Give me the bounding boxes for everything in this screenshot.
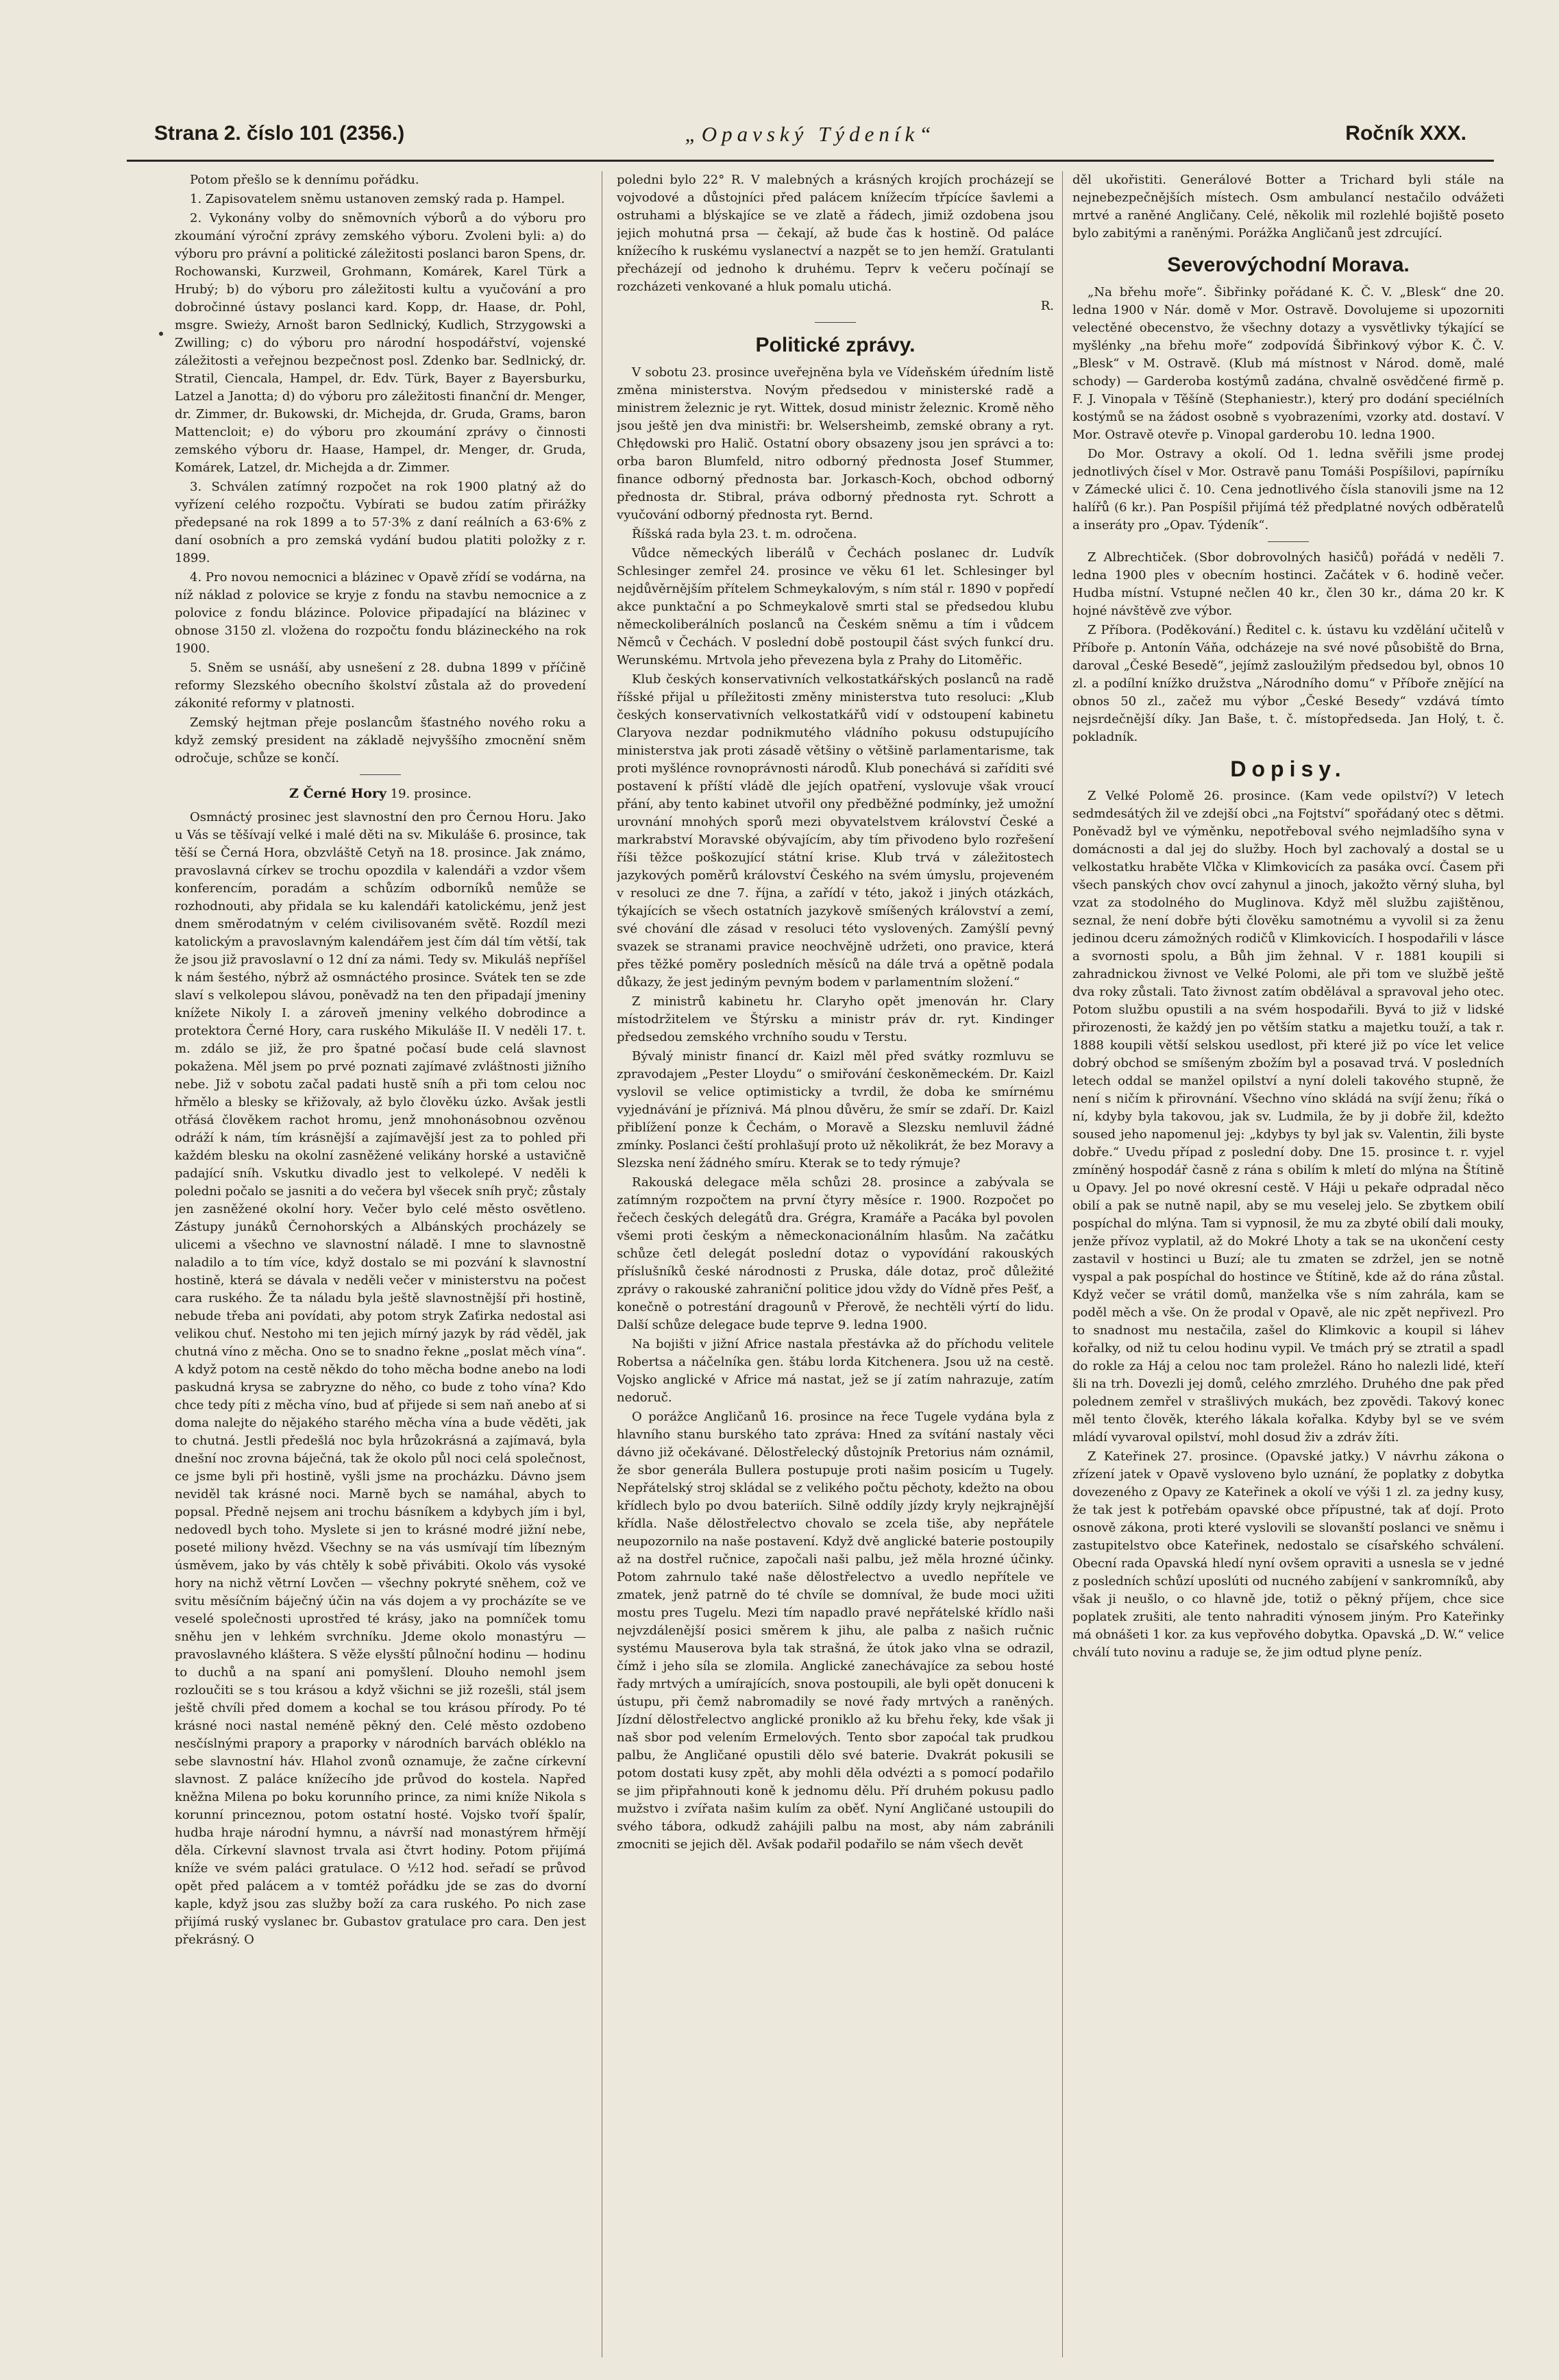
paragraph: V sobotu 23. prosince uveřejněna byla ve Vídeňském úředním listě změna ministerstva. Novým předsedou v ministerské radě a ministrem železnic je ryt. Wittek, dosud ministr železnic. Kromě něho jsou ještě jen dva ministři: br. Welsersheimb, zemské obrany a ryt. Chłędowski pro Halič. Ostatní obory obsazeny jsou jen správci a to: orba baron Blumfeld, nitro odborný přednosta Josef Stummer, finance odborný přednosta bar. Jorkasch-Koch, obchod odborný přednosta dr. Stibral, práva odborný přednosta ryt. Schrott a vyučování odborný přednosta ryt. Bernd. [617,365,1054,522]
paragraph: děl ukořistiti. Generálové Botter a Trichard byli stále na nejnebezpečnějších místech. Osm ambulancí nestačilo odvážeti mrtvé a raněné Angličany. Celé, několik mil rozlehlé bojiště posetо bylo zabitými a raněnými. Porážka Angličanů jest zdrcující. [1072,173,1504,241]
section-divider [815,322,856,323]
section-headline: Dopisy. [1230,757,1347,781]
paragraph: 2. Vykonány volby do sněmovních výborů a do výboru pro zkoumání výroční zprávy zemského výboru. Zvoleni byli: a) do výboru pro právní a politické záležitosti poslanci baron Spens, dr. Rochowanski, Kurzweil, Grohmann, Komárek, Karel Türk a Hrubý; b) do výboru pro záležitosti kultu a vyučování a pro dobročinné ústavy poslanci kard. Kopp, dr. Haase, dr. Pohl, msgre. Swieży, Arnošt baron Sedlnický, Kudlich, Strzygowski a Zwilling; c) do výboru pro národní hospodářství, vojenské záležitosti a veřejnou bezpečnost posl. Zdenko bar. Sedlnický, dr. Stratil, Ciencala, Hampel, dr. Edv. Türk, Bayer z Bayersburku, Latzel a Janotta; d) do výboru pro záležitosti finanční dr. Menger, dr. Zimmer, dr. Bukowski, dr. Michejda, dr. Gruda, Grams, baron Mattencloit; e) do výboru pro zkoumání zprávy o činnosti zemského výboru dr. Haase, Hampel, dr. Menger, dr. Gruda, Komárek, Latzel, dr. Michejda a dr. Zimmer. [175,211,586,475]
paragraph: Z Velké Polomě 26. prosince. (Kam vede opilství?) V letech sedmdesátých žil ve zdejší obci „na Fojtství“ spořádaný otec s dětmi. Poněvadž byl ve výměnku, nepotřeboval svého nejmladšího syna v domácnosti a dal jej do služby. Hoch byl zachovalý a dostal se u velkostatku hraběte Vlčka v Klimkovicích za pasáka ovcí. Časem při všech panských chov ovcí zahynul a jinoch, jakožto věrný sluha, byl vzat za stodolného do Muglinova. Když měl službu zajištěnou, seznal, že není dobře býti člověku samotnému a vyvolil si za ženu jedinou dceru zámožných rodičů v Klimkovicích. I hospodařili v lásce a svornosti spolu, a Bůh jim žehnal. V r. 1881 koupili si zahradnickou živnost ve Velké Polomi, ale při tom ve službě ještě dva roky zůstali. Tato živnost zatím obdělával a spravoval jeho otec. Potom službu opustili a na svém hospodařili. Byvá to již v lidské přirozenosti, že každý jen po větším statku a majetku touží, a tak r. 1888 koupili větší selskou usedlost, při které již po více let velice dobrý obchod se smíšeným zbožím byl a posavad trvá. V posledních letech oddal se manžel opilství a nyní doleli takového stupně, že není s ničím k přirovnání. Všechno víno skládá na svíjí ženu; říká o ní, kdyby byla takovou, jak sv. Ludmila, že by ji dobře žil, kdežto soused jeho napomenul jej: „kdybys ty byl jak sv. Valentin, žili byste dobře.“ Uvedu případ z poslední doby. Dne 15. prosince t. r. vyjel zmíněný hospodář časně z rána s obilím k mletí do mlýna na Štítině u Opavy. Jel po nové okresní cestě. V Háji u pekaře odpradal něco obilí a pak se nutně napil, aby se mu veselej jelo. Se zbytkem obilí pospíchal do mlýna. Tam si vypnosil, že mu za zbyté obilí dali mouky, jenže přívoz vyplatil, až do Mokré Lhoty a tak se na ukončení cesty zastavil v hostinci u Buzí; ale tu zmaten se zdržel, jen se notně vyspal a pak pospíchal do hostince ve Štítině, kde až do rána zůstal. Když večer se vrátil domů, manželka vše s ním zahrála, kam se poděl měch a vše. On že prodal v Opavě, ale nic zpět nepřivezl. Pro to snadnost mu nestačila, zašel do Klimkovic a koupil si láhev kořalky, od niž tu celou hodinu vypil. Ve tmách prý se ztratil a spadl do rokle za Háj a celou noc tam proležel. Ráno ho nalezli lidé, kteří šli na trh. Dovezli jej domů, celého zmrzlého. Druhého dne pak před polednem zemřel v strašlivých mukách, bez zpovědi. Takový konec měl tento člověk, kterého lákala kořalka. Kdyby byl se ve svém mládí vyvaroval opilství, mohl dosud živ a zdráv žíti. [1072,789,1504,1445]
paragraph: 3. Schválen zatímný rozpočet na rok 1900 platný až do vyřízení celého rozpočtu. Vybírati se budou zatím přirážky předepsané na rok 1899 a to 57·3% z daní reálních a 63·6% z daní osobních a pro zemská vydání budou platiti položky z r. 1899. [175,480,586,565]
volume-number: Ročník XXX. [1345,122,1466,145]
paragraph: Do Mor. Ostravy a okolí. Od 1. ledna svěřili jsme prodej jednotlivých čísel v Mor. Ostravě panu Tomáši Pospíšilovi, papírníku v Zámecké ulici č. 10. Cena jednotlivého čísla stanovili jsme na 12 halířů (6 kr.). Pan Pospíšil přijímá též předplatné nových odběratelů a inseráty pro „Opav. Týdeník“. [1072,447,1504,532]
dateline [175,785,586,803]
paragraph: Zemský hejtman přeje poslancům šťastného nového roku a když zemský president na základě nejvyššího zmocnění sněm odročuje, schůze se končí. [175,715,586,765]
paragraph: Rakouská delegace měla schůzi 28. prosince a zabývala se zatímným rozpočtem na první čtyry měsíce r. 1900. Rozpočet po řečech českých delegátů dra. Grégra, Kramáře a Pacáka byl povolen všemi proti českým a německonacionálním hlasům. Na začátku schůze četl delegát poslední dotaz o vypovídání rakouských příslušníků české národnosti z Pruska, dále dotaz, proč důležité zprávy o rakouské zahraniční politice jdou vždy do Vídně přes Pešť, a konečně o potrestání dragounů v Přerově, že nechtěli výrtí do lidu. Další schůze delegace bude teprve 9. ledna 1900. [617,1175,1054,1332]
section-headline: Politické zprávy. [755,334,916,356]
paragraph: Z Kateřinek 27. prosince. (Opavské jatky.) V návrhu zákona o zřízení jatek v Opavě vysloveno bylo uznání, že poplatky z dobytka dovezeného z Opavy ze Kateřinek a okolí ve výši 1 zl. za jedny kusy, že tak jest k potřebám opavské obce přípustné, tak ať dojí. Proto osnově zákona, proti které vyslovili se slovanští poslanci ve sněmu i zastupitelstvo obce Kateřinek, nedostalo se císařského schválení. Obecní rada Opavská hledí nyní ovšem opraviti a usnesla se v jedné z posledních schůzí uposlúti od nucného zabíjení v sankromníků, aby však ji neušlo, o co hlavně jde, totiž o pěkný příjem, chce sice poplatek zrušiti, ale tento nahraditi výnosem jiným. Pro Kateřinky má obnášeti 1 kor. za kus vepřového dobytka. Opavská „D. W.“ velice chválí tuto novinu a raduje se, že jim odtud plyne peníz. [1072,1449,1504,1660]
paragraph: Osmnáctý prosinec jest slavnostní den pro Černou Horu. Jako u Vás se těšívají velké i malé děti na sv. Mikuláše 6. prosince, tak těší se Černá Hora, obzvláště Cetyň na 18. prosince. Jak známo, pravoslavná církev se trochu opozdila v kalendáři a vzdor všem konferencím, poradám a schůzím odborníků nemůže se rozhodnouti, aby přidala se ku kalendáři katolickému, jenž jest dnem směrodatným v celém civilisovaném světě. Rozdíl mezi katolickým a pravoslavným kalendářem jest čím dál tím větší, tak že jsou již pravoslavní o 12 dní za námi. Tedy sv. Mikuláš nepříšel k nám šestého, nýbrž až osmnáctého prosince. Svátek ten se zde slaví s velkolepou slávou, poněvadž na ten den připadají jmeniny knížete Nikoly I. a zároveň jmeniny velkého dobrodince a protektora Černé Hory, cara ruského Mikuláše II. V neděli 17. t. m. zdálo se již, že pro špatné počasí bude celá slavnost pokažena. Měl jsem po prvé poznati zajímavé zvláštnosti jižního nebe. Již v sobotu začal padati hustě sníh a při tom celou noc hřmělo a blesky se křižovaly, až bylo člověku úzko. Avšak jestli otřásá člověkem rachot hromu, jenž mnohonásobnou ozvěnou odráží k nám, tím krásnější a zajímavější jest za to pohled při každém blesku na okolní zasněžené velikány horské a ustavičně padající sníh. Vskutku divadlo jest to velkolepé. V neděli k poledni počalo se jasniti a do večera byl všecek sníh pryč; zůstaly jen zasněžené okolní hory. Večer bylo celé město osvětleno. Zástupy junáků Černohorských a Albánských procházely se ulicemi a všechno ve slavnostní náladě. I mne to slavnostně naladilo a to tím více, když dostalo se mi pozvání k slavnostní hostině, která se dávala v neděli večer v ministerstvu na počest cara ruského. Že ta náladu byla ještě slavnostnější při hostině, nebude třeba ani povídati, aby potom stryk Zaťirka nedostal asi velikou chuť. Nestoho mi ten jejich mírný jazyk by rád věděl, jak chutná víno z měcha. Ono se to snadno řekne „poslat měch vína“. A když potom na cestě někdo do toho měcha bodne anebo na lodi paskudná krysa se zabryzne do něho, co bude z toho vína? Kdo chce tedy píti z měcha víno, bud ať přijede si sem naň anebo ať si doma nalejte do nějakého starého měcha vína a bude věděti, jak to chutná. Jestli předešlá noc byla hrůzokrásná a zajímavá, byla dnešní noc zrovna báječná, tak že okolo půl noci celá společnost, ce jsme byli při hostině, vyšli jsme na procházku. Dávno jsem neviděl tak krásné noci. Marně bych se namáhal, abych to popsal. Předně nejsem ani trochu básníkem a kdybych jím i byl, nedovedl bych toho. Myslete si jen to krásné modré jižní nebe, poseté miliony hvězd. Všechny se na vás usmívají tím líbezným úsměvem, jako by vás chtěly k sobě přivábiti. Okolo vás vysoké hory na nichž větrní Lovčen — všechny pokryté sněhem, což ve svitu měsíčním báječný účin na vás dojem a vy procházíte se ve veselé společnosti uprostřed té krásy, jako na pomníček tomu sněhu jen v lehkém svrchníku. Jdeme okolo monastýru — pravoslavného kláštera. S věže elysští půlnoční hodinu — hodinu to duchů a na spaní ani pomyšlení. Dlouho nemohl jsem rozloučiti se s tou krásou a když všichni se již rozešli, stál jsem ještě chvíli před domem a kochal se tou krásou přírody. Po té krásné noci nastal neméně pěkný den. Celé město ozdobeno nesčíslnými prapory a praporky v národních barvách obléklo na sebe slavnostní háv. Hlahol zvonů oznamuje, že začne církevní slavnost. Z paláce knížecího jde průvod do kostela. Napřed kněžna Milena po boku korunního prince, za nimi kníže Nikola s korunní princeznou, potom ostatní hosté. Vojsko tvoří špalír, hudba hraje národní hymnu, a návrší nad monastýrem hřmějí děla. Církevní slavnost trvala asi čtvrt hodiny. Potom přijímá kníže ve svém paláci gratulace. O ½12 hod. seřadí se průvod opět před palácem a v tomtéž pořádku jde se zas do dvorní kaple, když jsou zas služby boží za cara ruského. Po nich zase přijímá ruský vyslanec br. Gubastov gratulace pro cara. Den jest překrásný. O [175,810,586,1947]
column-1 [175,171,586,2357]
paragraph: Potom přešlo se k dennímu pořádku. [190,173,419,187]
paragraph: Říšská rada byla 23. t. m. odročena. [632,527,857,541]
dateline-date: 19. prosince. [390,787,471,801]
paragraph: poledni bylo 22° R. V malebných a krásných krojích procházejí se vojvodové a důstojníci před palácem knížecím třpícíce šavlemi a ostruhami a blýskajíce se ve zlatě a řádech, jimiž ozdobena jsou jejich mohutná prsa — čekají, až bude čas k hostině. Od paláce knížecího k ruskému vyslanectví a nazpět se to jen hemží. Gratulanti přecházejí od jednoho k druhému. Teprv k večeru počínají se rozcházeti venkované a hluk pomalu utichá. [617,173,1054,294]
paragraph: „Na břehu moře“. Šibřinky pořádané K. Č. V. „Blesk“ dne 20. ledna 1900 v Nár. domě v Mor. Ostravě. Dovolujeme si upozorniti velectěné obecenstvo, že všechny dotazy a vysvětlivky týkající se myšlénky „na břehu moře“ zodpovídá Šibřinkový výbor K. Č. V. „Blesk“ v M. Ostravě. (Klub má místnost v Nárоd. domě, malé schody) — Garderoba kostýmů zadána, chvalně osvědčené firmě p. F. J. Vinopala v Těšíně (Stephaniestr.), který pro dodání speciélních kostýmů se na žádost osobně s vyobrazeními, vzorky atd. dostaví. V Mor. Ostravě otevře p. Vinopal garderobu 10. ledna 1900. [1072,285,1504,442]
page-number: Strana 2. číslo 101 (2356.) [154,122,405,145]
paragraph: 1. Zapisovatelem sněmu ustanoven zemský rada p. Hampel. [190,192,565,206]
header-rule [127,160,1494,162]
margin-dot [159,332,163,336]
paragraph: Na bojišti v jižní Africe nastala přestávka až do příchodu velitele Robertsa a náčelníka gen. štábu lorda Kitchenera. Jsou už na cestě. Vojsko anglické v Africe má nastat, jež se jí zatím nahrazuje, zatím nedoruč. [617,1337,1054,1405]
page-header [127,122,1494,156]
paragraph: Klub českých konservativních velkostatkářských poslanců na radě říšské přijal u příležitosti změny ministerstva tuto resoluci: „Klub českých konservativních velkostatkářů vidí v odstoupení kabinetu Claryova nezdar podnikmutého vládního pokusu odstupujícího ministerstva jak proti zásadě většiny o většině parlamentarisme, tak proti myšlénce rovnoprávnosti národů. Klub ponechává si zaříditi své postavení k příští vládě dle jejích opatření, vyslovuje však vroucí přání, aby tento kabinet utvořil ony předběžné podmínky, jež umožní urovnání mnohých sporů mezi obyvatelstvem království České a markrabství Moravské obývajícím, aby tím přivodeno bylo rozřešení říši těžce poškozující státní krise. Klub trvá v záležitostech jazykových poměrů království Českého na svém úmyslu, projeveném v resoluci ze dne 7. října, a zařídí v této, jakož i jiných otázkách, týkajících se všech ostatních jazykově smíšených království a zemí, své chování dle zásad v resoluci této vyslovených. Zamýšlí pevný svazek se stranami pravice neochvějně udržeti, ono pravice, která přes těžké poměry posledních měsíců na dále trvá a opětně podala důkazy, že jest jediným pevným bodem v parlamentním složení.“ [617,672,1054,990]
column-2 [617,171,1054,2357]
paragraph: Z Albrechtiček. (Sbor dobrovolných hasičů) pořádá v neděli 7. ledna 1900 ples v obecním hostinci. Začátek v 6. hodině večer. Hudba místní. Vstupné nečlen 40 kr., člen 30 kr., dáma 20 kr. K hojné návštěvě zve výbor. [1072,550,1504,618]
section-divider [360,774,401,775]
paragraph: Z ministrů kabinetu hr. Claryho opět jmenován hr. Clary místodržitelem ve Štýrsku a ministr práv dr. ryt. Kindinger předsedou zemského vrchního soudu v Terstu. [617,994,1054,1044]
column-3 [1072,171,1504,2357]
section-headline: Severovýchodní Morava. [1167,254,1410,276]
section-divider [1268,541,1309,542]
column-rule [1062,171,1063,2357]
paragraph: Bývalý ministr financí dr. Kaizl měl před svátky rozmluvu se zpravodajem „Pester Lloydu“ o smiřování českoněmeckém. Dr. Kaizl vyslovil se velice optimisticky a tvrdil, že doba ke smírnému vyjednávání je příznivá. Má plnou důvěru, že smír se zdaří. Dr. Kaizl přiblížení ponze k Čechám, o Moravě a Slezsku nemluvil žádné zmínky. Poslanci čeští prohlašují proto už několikrát, že bez Moravy a Slezska není žádného smíru. Kterak se to tedy rýmuje? [617,1049,1054,1170]
paragraph: Vůdce německých liberálů v Čechách poslanec dr. Ludvík Schlesinger zemřel 24. prosince ve věku 61 let. Schlesinger byl nejdůvěrnějším přítelem Schmeykalovým, s ním stál r. 1890 v popředí akce punktační a po Schmeykalově smrti stal se předsedou klubu německoliberálních poslanců na Českém sněmu a tím i vůdcem Němců v Čechách. V poslední době postoupil část svých funkcí dru. Werunskému. Mrtvola jeho převezena byla z Prahy do Litoměřic. [617,546,1054,667]
paragraph: Z Příbora. (Poděkování.) Ředitel c. k. ústavu ku vzdělání učitelů v Příboře p. Antonín Váňa, odcházeje na své nové působiště do Brna, daroval „České Besedě“, jejímž zasloužilým předsedou byl, obnos 10 zl. a podílní knížko družstva „Národního domu“ v Příboře znějící na obnos 50 zl., začež mu výbor „České Besedy“ vzdává tímto nejsrdečnější díky. Jan Baše, t. č. místopředseda. Jan Holý, t. č. pokladník. [1072,623,1504,744]
paragraph: O porážce Angličanů 16. prosince na řece Tugele vydána byla z hlavního stanu burského tato zpráva: Hned za svítání nastaly věci dávno již očekávané. Dělostřelecký důstojník Pretorius nám oznámil, že sbor generála Bullera postupuje proti našim posicím u Tugely. Nepřátelský stroj skládal se z velikého počtu pěchoty, kdežto na obou křídlech bylo po dvou bateriích. Silně oddíly jízdy kryly nejkrajnější křídla. Naše dělostřelectvo chovalo se zcela tiše, aby nepřátele neupozornilo na naše postavení. Když dvě anglické baterie postoupily až na dostřel ručnice, započali naši palbu, jež měla hrozné účinky. Potom zahrnulo také naše dělostřelectvo a uvedlo nepřítele ve zmatek, jenž patrně do té chvíle se domníval, že bude moci užiti mostu pres Tugelu. Mezi tím napadlo pravé nepřátelské křídlo naši nejvzdálenější posici směrem k jihu, ale palba z našich ručnic systému Mauserova byla tak strašná, že útok jako vlna se odrazil, čímž i jeho síla se zlomila. Anglické zanechávajíce za sebou hosté řady mrtvých a umírajících, snova postoupili, ale byli opět donuceni k ústupu, při čemž nabromadily se nové řady mrtvých a raněných. Jízdní dělostřelectvo anglické proniklo až ku břehu řeky, kde však ji naš sbor pod velením Ermelových. Tento sbor zapoćal tak prudkou palbu, že Angličané opustili dělo své baterie. Dvakrát pokusili se potom dostati kusy zpět, aby mohli děla odvézti a s pomocí podařilo se jim připřahnouti koně k jednomu dělu. Pří druhém pokusu padlo mužstvo i zvířata našim kulím za oběť. Nyní Angličané ustoupili do svého tábora, odkudž zahájili palbu na most, aby nám zabránili zmocniti se jejich děl. Avšak podařil podařilo se nám všech devět [617,1410,1054,1852]
paragraph: 4. Pro novou nemocnici a blázinec v Opavě zřídí se vodárna, na níž náklad z polovice se kryje z fondu na stavbu nemocnice a z polovice z fondu blázince. Polovice připadající na blázinec v obnose 3150 zl. vložena do rozpočtu fondu blázineckého na rok 1900. [175,570,586,656]
newspaper-title: „Opavský Týdeník“ [685,122,936,146]
dateline-place: Z Černé Hory [289,786,386,801]
author-sign: R. [1040,299,1054,313]
paragraph: 5. Sněm se usnáší, aby usnešení z 28. dubna 1899 v příčině reformy Slezského obecního školství zůstala až do provedení zákonité reformy v platnosti. [175,661,586,711]
